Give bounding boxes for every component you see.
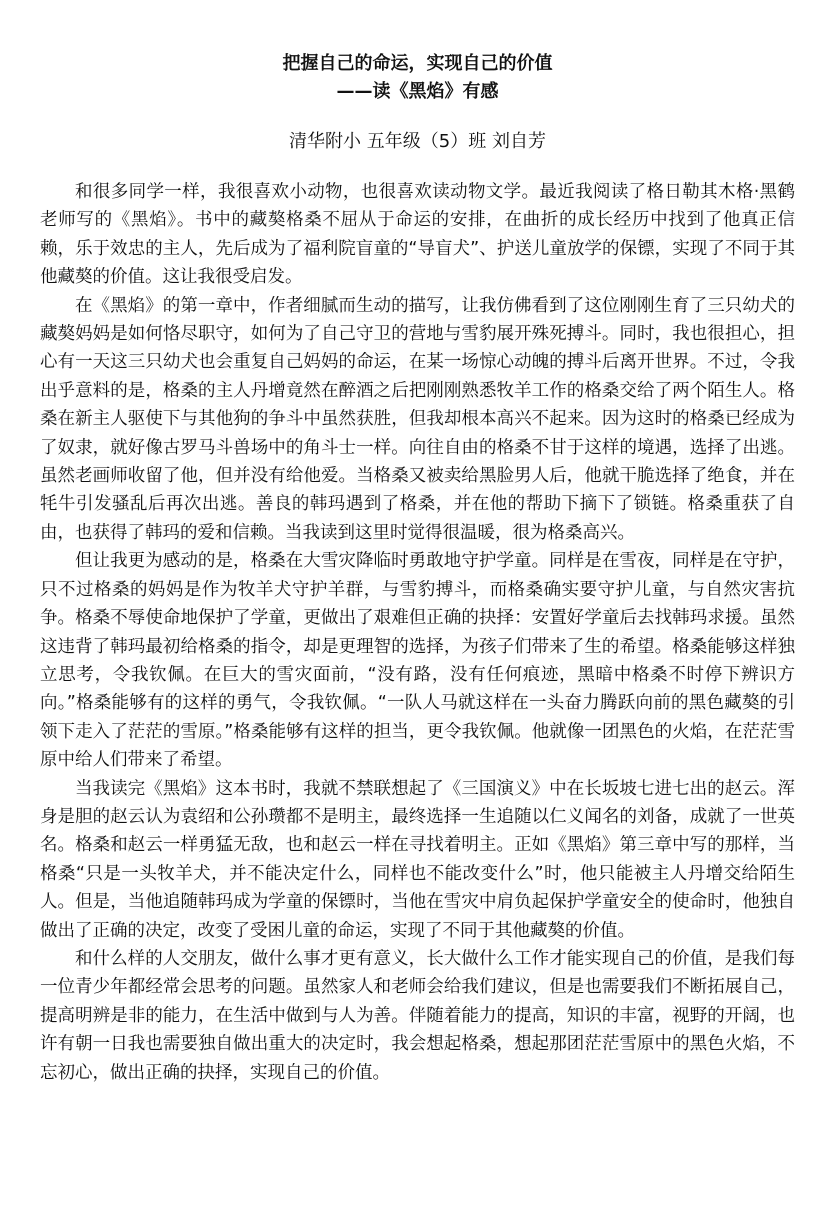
paragraph: 和什么样的人交朋友，做什么事才更有意义，长大做什么工作才能实现自己的价值，是我们每一位青少年都经常会思考的问题。虽然家人和老师会给我们建议，但是也需要我们不断拓展自己，提高明辨是非的能力，在生活中做到与人为善。伴随着能力的提高，知识的丰富，视野的开阔，也许有朝一日我也需要独自做出重大的决定时，我会想起格桑，想起那团茫茫雪原中的黑色火焰，不忘初心，做出正确的抉择，实现自己的价值。 [40,948,795,1083]
essay-title: 把握自己的命运，实现自己的价值 [282,53,553,74]
paragraph: 和很多同学一样，我很喜欢小动物，也很喜欢读动物文学。最近我阅读了格日勒其木格·黑鹤老师写的《黑焰》。书中的藏獒格桑不屈从于命运的安排，在曲折的成长经历中找到了他真正信赖，乐于效忠的主人，先后成为了福利院盲童的“导盲犬”、护送儿童放学的保镖，实现了不同于其他藏獒的价值。这让我很受启发。 [40,182,795,288]
paragraph: 但让我更为感动的是，格桑在大雪灾降临时勇敢地守护学童。同样是在雪夜，同样是在守护，只不过格桑的妈妈是作为牧羊犬守护羊群，与雪豹搏斗，而格桑确实要守护儿童，与自然灾害抗争。格桑不辱使命地保护了学童，更做出了艰难但正确的抉择：安置好学童后去找韩玛求援。虽然这违背了韩玛最初给格桑的指令，却是更理智的选择，为孩子们带来了生的希望。格桑能够这样独立思考，令我钦佩。在巨大的雪灾面前，“没有路，没有任何痕迹，黑暗中格桑不时停下辨识方向。”格桑能够有的这样的勇气，令我钦佩。“一队人马就这样在一头奋力腾跃向前的黑色藏獒的引领下走入了茫茫的雪原。”格桑能够有这样的担当，更令我钦佩。他就像一团黑色的火焰，在茫茫雪原中给人们带来了希望。 [40,551,795,771]
author-line: 清华附小 五年级（5）班 刘自芳 [289,131,546,152]
essay-body [40,178,795,1087]
paragraph: 当我读完《黑焰》这本书时，我就不禁联想起了《三国演义》中在长坂坡七进七出的赵云。浑身是胆的赵云认为袁绍和公孙瓒都不是明主，最终选择一生追随以仁义闻名的刘备，成就了一世英名。格桑和赵云一样勇猛无敌，也和赵云一样在寻找着明主。正如《黑焰》第三章中写的那样，当格桑“只是一头牧羊犬，并不能决定什么，同样也不能改变什么”时，他只能被主人丹增交给陌生人。但是，当他追随韩玛成为学童的保镖时，当他在雪灾中肩负起保护学童安全的使命时，他独自做出了正确的决定，改变了受困儿童的命运，实现了不同于其他藏獒的价值。 [40,778,795,941]
essay-subtitle: ——读《黑焰》有感 [336,81,499,102]
paragraph: 在《黑焰》的第一章中，作者细腻而生动的描写，让我仿佛看到了这位刚刚生育了三只幼犬的藏獒妈妈是如何恪尽职守，如何为了自己守卫的营地与雪豹展开殊死搏斗。同时，我也很担心，担心有一天这三只幼犬也会重复自己妈妈的命运，在某一场惊心动魄的搏斗后离开世界。不过，令我出乎意料的是，格桑的主人丹增竟然在醉酒之后把刚刚熟悉牧羊工作的格桑交给了两个陌生人。格桑在新主人驱使下与其他狗的争斗中虽然获胜，但我却根本高兴不起来。因为这时的格桑已经成为了奴隶，就好像古罗马斗兽场中的角斗士一样。向往自由的格桑不甘于这样的境遇，选择了出逃。虽然老画师收留了他，但并没有给他爱。当格桑又被卖给黑脸男人后，他就干脆选择了绝食，并在牦牛引发骚乱后再次出逃。善良的韩玛遇到了格桑，并在他的帮助下摘下了锁链。格桑重获了自由，也获得了韩玛的爱和信赖。当我读到这里时觉得很温暖，很为格桑高兴。 [40,295,795,543]
